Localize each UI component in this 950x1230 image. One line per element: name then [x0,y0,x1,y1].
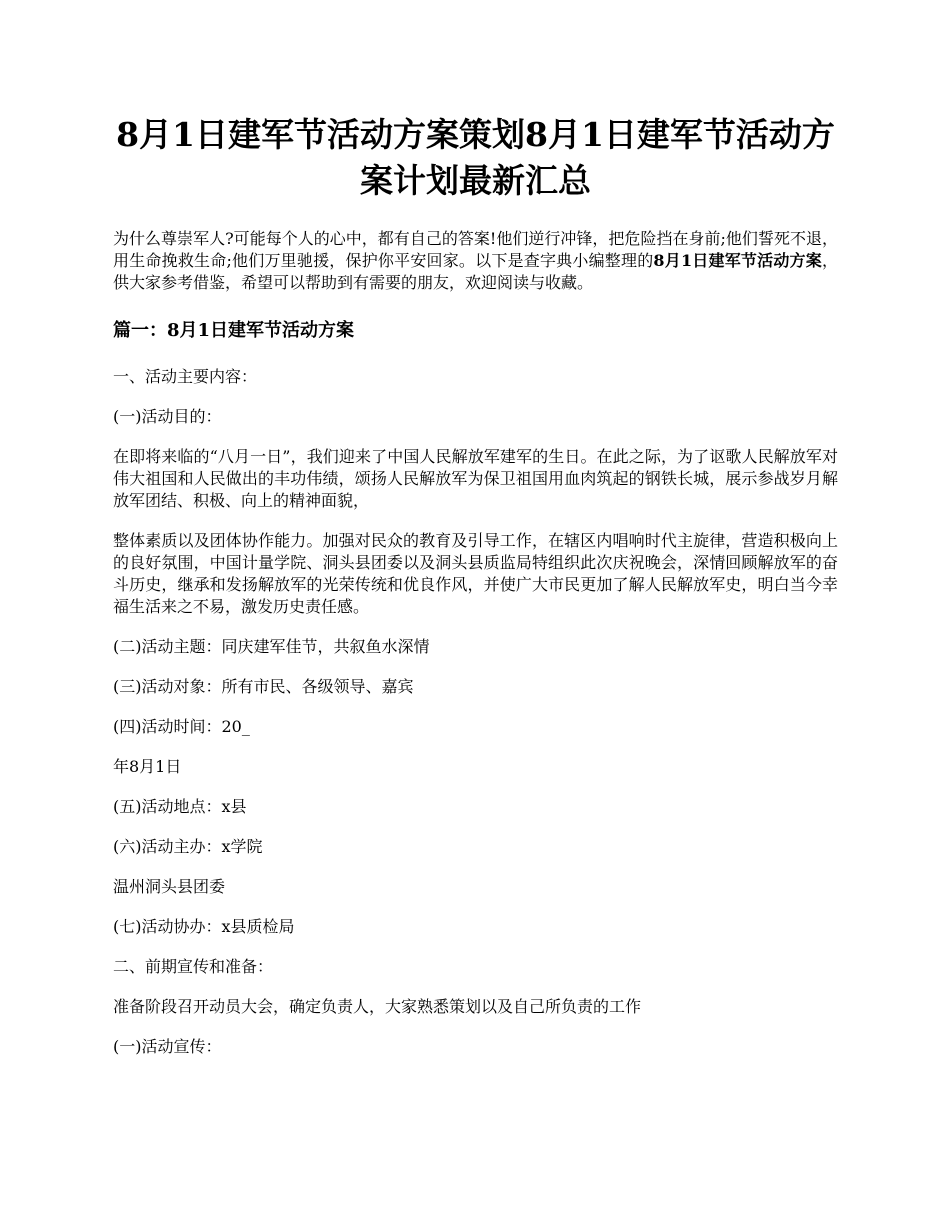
intro-text-after: ，供大家参考借鉴，希望可以帮助到有需要的朋友，欢迎阅读与收藏。 [113,251,838,292]
paragraph-organizer: (六)活动主办：x学院 [113,837,263,856]
paragraph-audience: (三)活动对象：所有市民、各级领导、嘉宾 [113,677,414,696]
paragraph-time: (四)活动时间：20_ [113,717,250,736]
section-heading: 篇一：8月1日建军节活动方案 [113,320,355,341]
intro-bold-link-text: 8月1日建军节活动方案 [653,251,822,270]
intro-paragraph [113,228,838,294]
paragraph-publicity-heading: (一)活动宣传： [113,1037,222,1056]
paragraph-location: (五)活动地点：x县 [113,797,247,816]
document-page [113,112,838,1058]
paragraph-preparation-body: 准备阶段召开动员大会，确定负责人，大家熟悉策划以及自己所负责的工作 [113,997,642,1016]
paragraph-purpose-heading: (一)活动目的： [113,407,222,426]
paragraph-preparation-heading: 二、前期宣传和准备： [113,957,274,976]
paragraph-date: 年8月1日 [113,757,182,776]
paragraph-theme: (二)活动主题：同庆建军佳节，共叙鱼水深情 [113,637,430,656]
paragraph-co-organizer: (七)活动协办：x县质检局 [113,917,295,936]
document-title: 8月1日建军节活动方案策划8月1日建军节活动方案计划最新汇总 [116,115,835,200]
paragraph-purpose-body: 在即将来临的“八月一日”，我们迎来了中国人民解放军建军的生日。在此之际，为了讴歌人民解放军对伟大祖国和人民做出的丰功伟绩，颂扬人民解放军为保卫祖国用血肉筑起的钢铁长城，展示参战岁月解放军团结、积极、向上的精神面貌， [113,447,838,510]
intro-text-before: 为什么尊崇军人?可能每个人的心中，都有自己的答案!他们逆行冲锋，把危险挡在身前;他们誓死不退，用生命挽救生命;他们万里驰援，保护你平安回家。以下是查字典小编整理的 [113,229,838,270]
paragraph-purpose-body-continued: 整体素质以及团体协作能力。加强对民众的教育及引导工作，在辖区内唱响时代主旋律，营造积极向上的良好氛围，中国计量学院、洞头县团委以及洞头县质监局特组织此次庆祝晚会，深情回顾解放军的奋斗历史，继承和发扬解放军的光荣传统和优良作风，并使广大市民更加了解人民解放军史，明白当今幸福生活来之不易，激发历史责任感。 [113,531,838,616]
paragraph-content-heading: 一、活动主要内容： [113,367,258,386]
paragraph-organizer-continued: 温州洞头县团委 [113,877,226,896]
